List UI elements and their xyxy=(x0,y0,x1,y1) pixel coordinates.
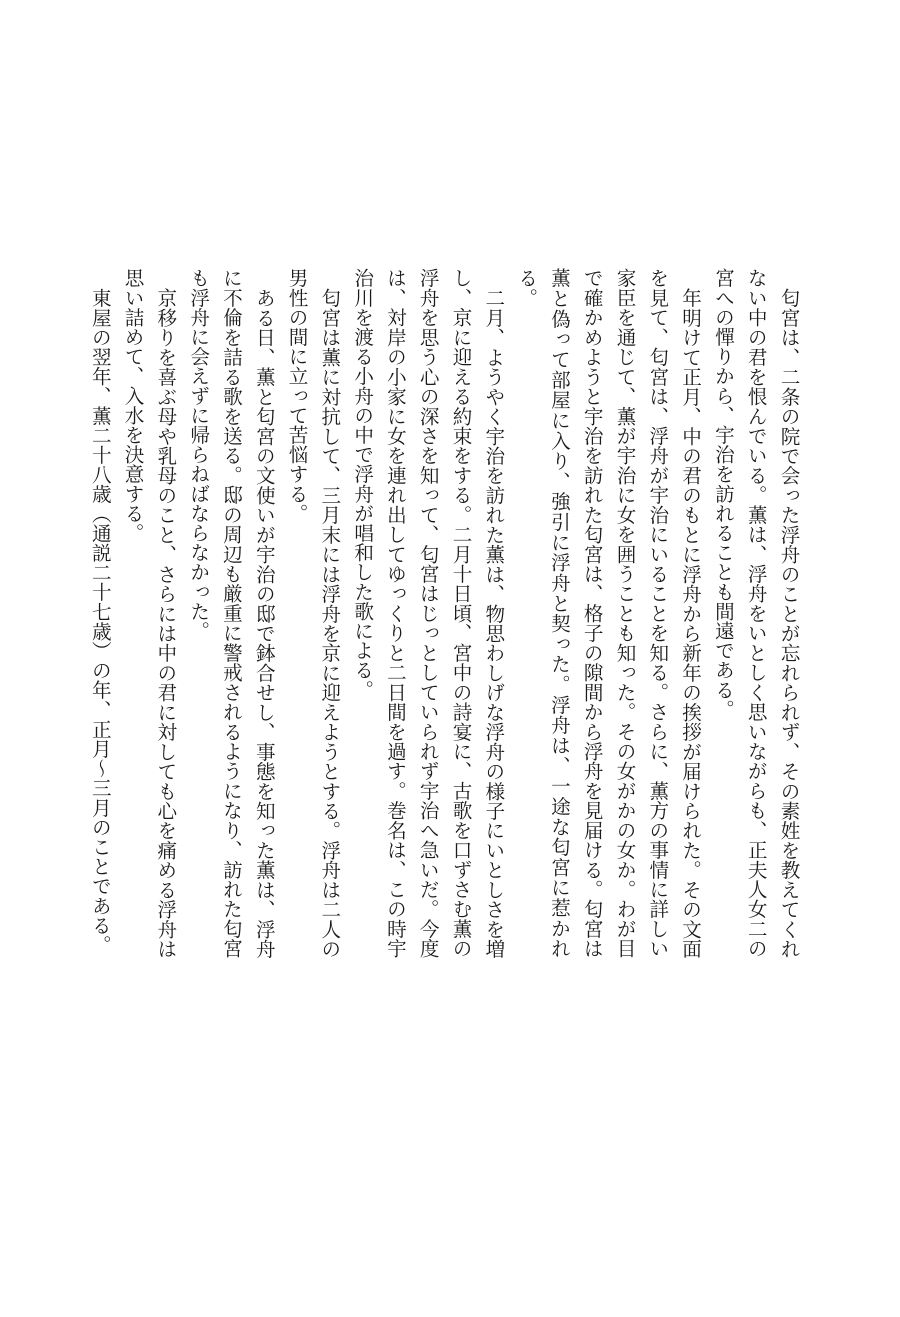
paragraph: 匂宮は、二条の院で会った浮舟のことが忘れられず、その素姓を教えてくれない中の君を恨んでいる。薫は、浮舟をいとしく思いながらも、正夫人女二の宮への憚りから、宇治を訪れることも間遠である。 xyxy=(711,268,800,958)
paragraph: 年明けて正月、中の君のもとに浮舟から新年の挨拶が届けられた。その文面を見て、匂宮は、浮舟が宇治にいることを知る。さらに、薫方の事情に詳しい家臣を通じて、薫が宇治に女を囲うことも知った。その女がかの女か。わが目で確かめようと宇治を訪れた匂宮は、格子の隙間から浮舟を見届ける。匂宮は薫と偽って部屋に入り、強引に浮舟と契った。浮舟は、一途な匂宮に惹かれる。 xyxy=(514,268,702,958)
paragraph: ある日、薫と匂宮の文使いが宇治の邸で鉢合せし、事態を知った薫は、浮舟に不倫を詰る歌を送る。邸の周辺も厳重に警戒されるようになり、訪れた匂宮も浮舟に会えずに帰らねばならなかった。 xyxy=(186,268,276,958)
paragraph: 匂宮は薫に対抗して、三月末には浮舟を京に迎えようとする。浮舟は二人の男性の間に立って苦悩する。 xyxy=(285,268,341,958)
paragraph: 東屋の翌年、薫二十八歳（通説二十七歳）の年、正月〜三月のことである。 xyxy=(88,287,112,954)
paragraph: 京移りを喜ぶ母や乳母のこと、さらには中の君に対しても心を痛める浮舟は思い詰めて、入水を決意する。 xyxy=(121,268,177,958)
summary-text xyxy=(88,268,804,958)
paragraph: 二月、ようやく宇治を訪れた薫は、物思わしげな浮舟の様子にいとしさを増し、京に迎える約束をする。二月十日頃、宮中の詩宴に、古歌を口ずさむ薫の浮舟を思う心の深さを知って、匂宮はじっとしていられず宇治へ急いだ。今度は、対岸の小家に女を連れ出してゆっくりと二日間を過す。巻名は、この時宇治川を渡る小舟の中で浮舟が唱和した歌による。 xyxy=(350,268,505,958)
